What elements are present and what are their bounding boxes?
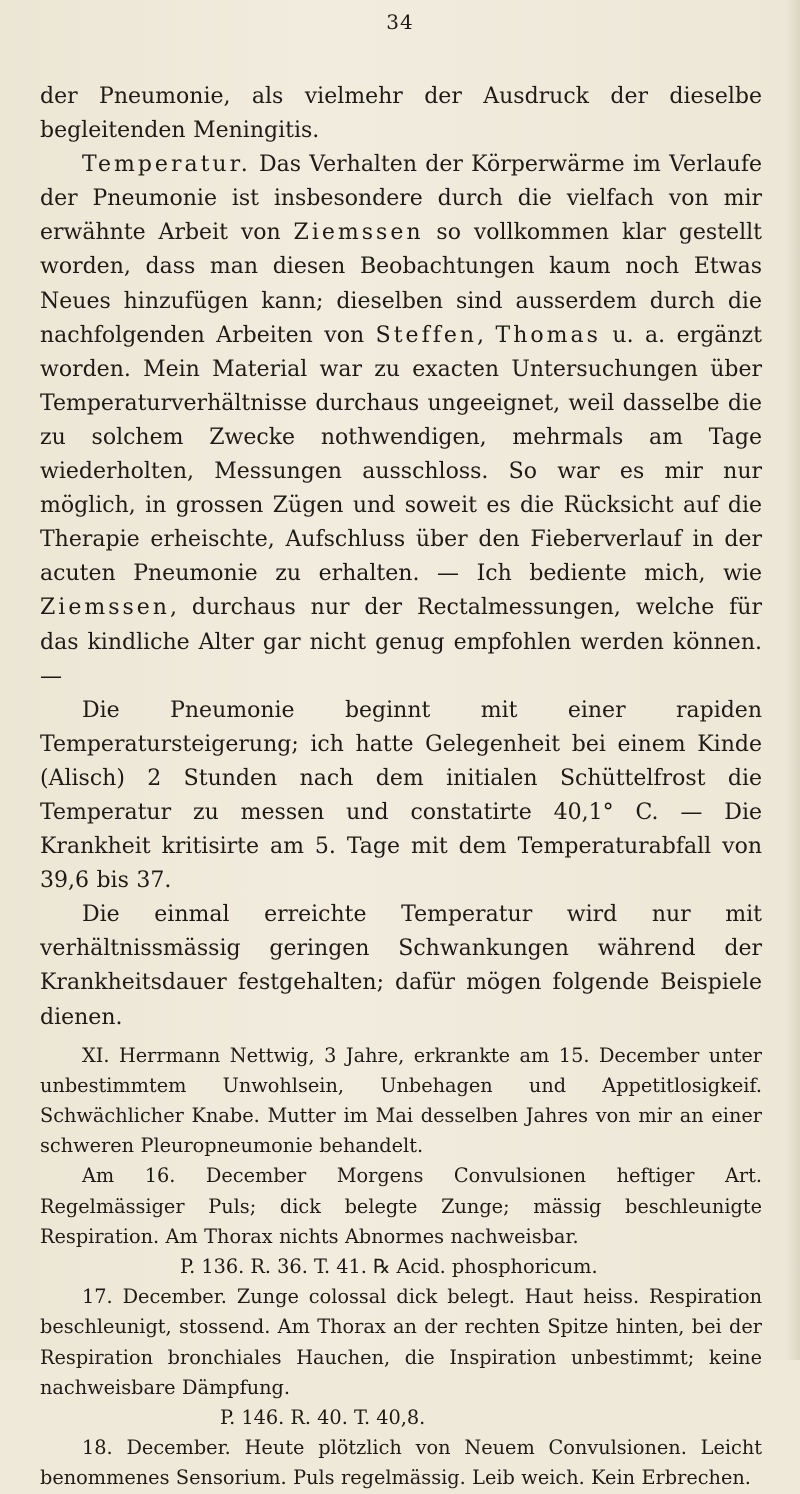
paragraph-beispiele: Die einmal erreichte Temperatur wird nur mit verhältnissmässig geringen Schwankungen während der Krankheitsdauer festgehalten; dafür mögen folgende Beispiele dienen. [40, 902, 762, 1030]
author-name-steffen: Steffen [375, 322, 478, 348]
text-segment: Das Verhalten der Körperwärme im Verlaufe der Pneumonie ist insbesondere durch die vielfach von mir erwähnte Arbeit von [40, 152, 762, 246]
paragraph-temperatur [40, 148, 762, 694]
case-day-17-vitals: P. 146. R. 40. T. 40,8. [220, 1406, 426, 1430]
page-number: 34 [386, 10, 414, 34]
case-day-17: 17. December. Zunge colossal dick belegt. Haut heiss. Respiration beschleunigt, stossend. Am Thorax an der rechten Spitze hinten, bei der Respiration bronchiales Hauchen, die Inspiration unbestimmt; keine nachweisbare Dämpfung. [40, 1285, 762, 1399]
text-segment: , durchaus nur der Rectalmessungen, welche für das kindliche Alter gar nicht genug empfohlen werden können. — [40, 595, 762, 689]
main-text [40, 80, 762, 1494]
text-segment: , [477, 322, 496, 348]
author-name-thomas: Thomas [495, 322, 601, 348]
case-day-18: 18. December. Heute plötzlich von Neuem Convulsionen. Leicht benommenes Sensorium. Puls regelmässig. Leib weich. Kein Erbrechen. [40, 1436, 762, 1490]
case-day-16-vitals: P. 136. R. 36. T. 41. ℞ Acid. phosphoricum. [180, 1255, 598, 1279]
paragraph-beginn: Die Pneumonie beginnt mit einer rapiden Temperatursteigerung; ich hatte Gelegenheit bei einem Kinde (Alisch) 2 Stunden nach dem initialen Schüttelfrost die Temperatur zu messen und constatirte 40,1° C. — Die Krankheit kritisirte am 5. Tage mit dem Temperaturabfall von 39,6 bis 37. [40, 697, 762, 894]
text-segment: so vollkommen klar gestellt worden, dass man diesen Beobachtungen kaum noch Etwas Neues hinzufügen kann; dieselben sind ausserdem durch die nachfolgenden Arbeiten von [40, 220, 762, 348]
author-name-ziemssen-2: Ziemssen [40, 595, 170, 621]
paragraph-meningitis: der Pneumonie, als vielmehr der Ausdruck der dieselbe begleitenden Meningitis. [40, 84, 762, 144]
section-heading-temperatur: Temperatur. [82, 152, 251, 178]
page-edge-shadow [786, 0, 800, 1360]
case-report-xi [40, 1041, 762, 1494]
case-day-16: Am 16. December Morgens Convulsionen heftiger Art. Regelmässiger Puls; dick belegte Zunge; mässig beschleunigte Respiration. Am Thorax nichts Abnormes nachweisbar. [40, 1164, 762, 1248]
text-segment: u. a. ergänzt worden. Mein Material war zu exacten Untersuchungen über Temperaturverhältnisse durchaus ungeeignet, weil dasselbe die zu solchem Zwecke nothwendigen, mehrmals am Tage wiederholten, Messungen ausschloss. So war es mir nur möglich, in grossen Zügen und soweit es die Rücksicht auf die Therapie erheischte, Aufschluss über den Fieberverlauf in der acuten Pneumonie zu erhalten. — Ich bediente mich, wie [40, 322, 762, 587]
author-name-ziemssen: Ziemssen [293, 220, 424, 246]
case-intro: XI. Herrmann Nettwig, 3 Jahre, erkrankte am 15. December unter unbestimmtem Unwohlsein, Unbehagen und Appetitlosigkeif. Schwächlicher Knabe. Mutter im Mai desselben Jahres von mir an einer schweren Pleuropneumonie behandelt. [40, 1043, 762, 1158]
